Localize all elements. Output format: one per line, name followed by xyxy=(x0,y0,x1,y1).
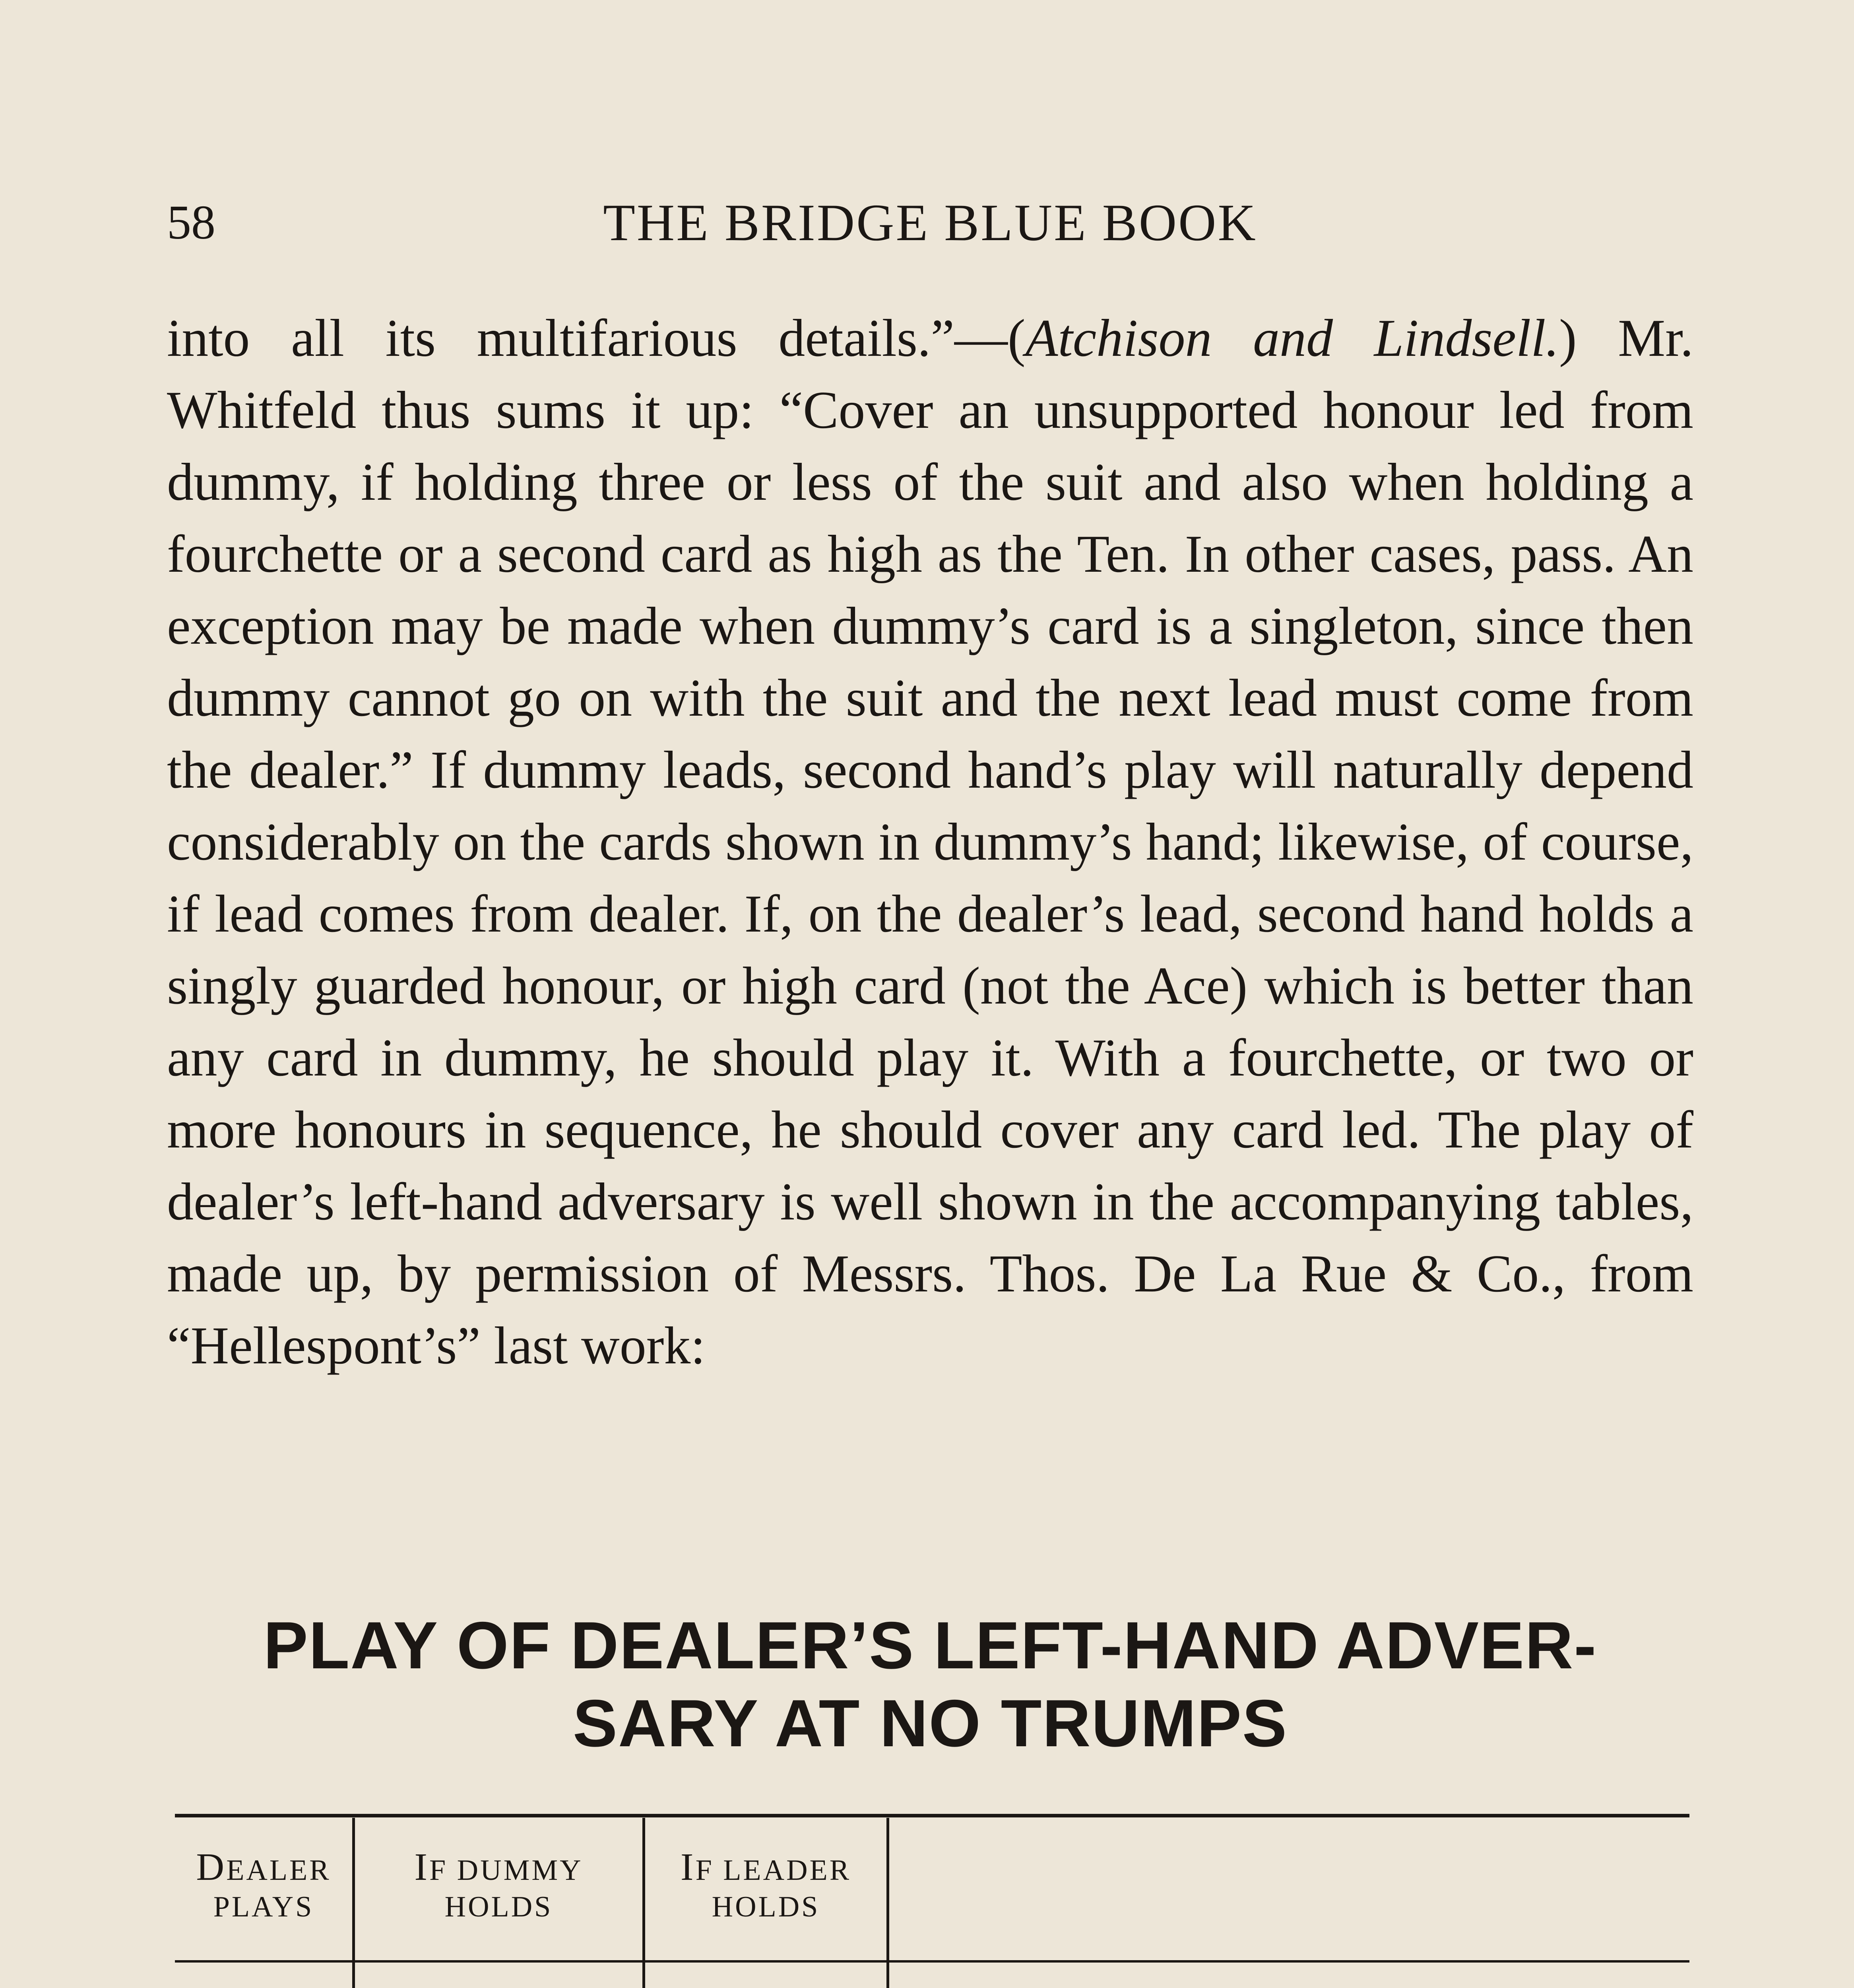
header-dummy-holds: IF DUMMY HOLDS xyxy=(414,1846,583,1923)
page-header xyxy=(167,191,1693,262)
body-text-part1: into all its multifarious details.”—( xyxy=(167,309,1026,367)
header-leader-holds: IF LEADER HOLDS xyxy=(680,1846,851,1923)
running-head: THE BRIDGE BLUE BOOK xyxy=(603,193,1257,252)
body-text-part2: ) Mr. Whitfeld thus sums it up: “Cover an unsupported honour led from dummy, if holding three or less of the suit and also when holding a fourchette or a second card as high as the Ten. In other cases, pass. An exception may be made when dummy’s card is a singleton, since then dummy cannot go on with the suit and the next lead must come from the dealer.” If dummy leads, second hand’s play will naturally depend considerably on the cards shown in dummy’s hand; likewise, of course, if lead comes from dealer. If, on the dealer’s lead, second hand holds a singly guarded honour, or high card (not the Ace) which is better than any card in dummy, he should play it. With a fourchette, or two or more honours in sequence, he should cover any card led. The play of dealer’s left-hand adversary is well shown in the accompanying tables, made up, by permission of Messrs. Thos. De La Rue & Co., from “Hellespont’s” last work: xyxy=(167,309,1694,1375)
column-divider xyxy=(352,1818,355,1988)
page-number: 58 xyxy=(167,196,215,249)
column-divider xyxy=(886,1818,889,1988)
table-top-rule xyxy=(175,1814,1689,1817)
column-divider xyxy=(642,1818,645,1988)
table-title-line2: SARY AT NO TRUMPS xyxy=(572,1686,1288,1761)
body-citation: Atchison and Lindsell. xyxy=(1025,309,1559,367)
table-title xyxy=(167,1606,1693,1762)
header-dealer-plays: DEALER PLAYS xyxy=(196,1846,331,1923)
table-header-rule xyxy=(175,1960,1689,1963)
table-title-line1: PLAY OF DEALER’S LEFT-HAND ADVER- xyxy=(263,1608,1597,1683)
body-paragraph xyxy=(167,302,1693,1382)
